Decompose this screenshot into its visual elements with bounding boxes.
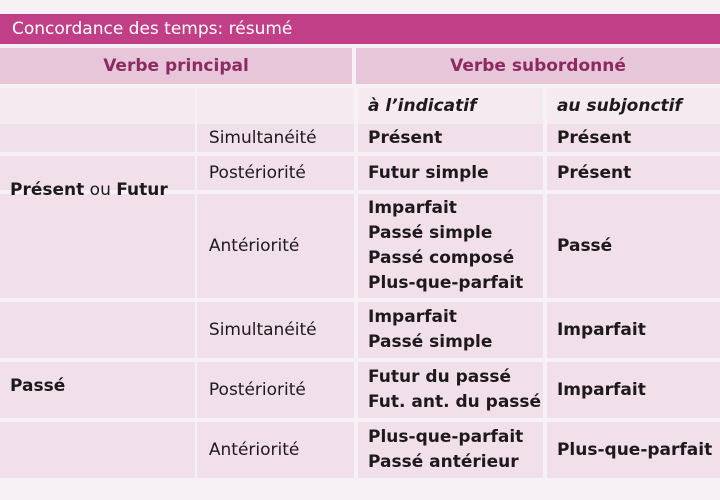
table-row <box>0 194 720 298</box>
relation-cell <box>197 194 354 298</box>
indicatif-tense: Passé simple <box>368 223 493 243</box>
relation-label: Antériorité <box>208 439 300 460</box>
subheader-row <box>0 88 720 124</box>
indicatif-tense: Présent <box>368 127 443 148</box>
relation-label: Simultanéité <box>208 127 317 148</box>
indicatif-tense: Fut. ant. du passé <box>368 392 542 412</box>
relation-cell <box>197 302 354 358</box>
group-cell <box>0 124 195 152</box>
indicatif-tense: Plus-que-parfait <box>368 273 524 293</box>
subjonctif-cell <box>547 194 720 298</box>
subjonctif-tense: Plus-que-parfait <box>556 439 713 460</box>
header-verbe-principal: Verbe principal <box>0 48 352 84</box>
subheader-blank-1 <box>0 88 195 124</box>
indicatif-tense: Imparfait <box>368 198 457 218</box>
subjonctif-tense: Présent <box>556 127 632 148</box>
indicatif-tense: Passé antérieur <box>368 452 519 472</box>
header-verbe-subordonne: Verbe subordonné <box>356 48 720 84</box>
indicatif-tense: Passé simple <box>368 332 493 352</box>
group-label-passe: Passé <box>10 376 66 396</box>
table-row <box>0 124 720 152</box>
indicatif-cell <box>358 124 543 152</box>
group-label-present-futur <box>0 176 196 204</box>
group-label-futur: Futur <box>116 180 168 200</box>
table-title: Concordance des temps: résumé <box>0 14 720 44</box>
indicatif-tense: Imparfait <box>368 307 457 327</box>
relation-label: Postériorité <box>208 379 306 400</box>
subjonctif-cell <box>547 362 720 418</box>
relation-label: Antériorité <box>208 235 300 256</box>
subheader-blank-2 <box>197 88 354 124</box>
group-cell <box>0 302 195 358</box>
group-cell <box>0 194 195 298</box>
subjonctif-tense: Imparfait <box>556 319 646 340</box>
indicatif-tense: Futur simple <box>368 162 489 183</box>
relation-label: Simultanéité <box>208 319 317 340</box>
table-row <box>0 302 720 358</box>
subheader-indicatif: à l’indicatif <box>358 88 543 124</box>
group-label-present: Présent <box>10 180 85 200</box>
relation-cell <box>197 362 354 418</box>
indicatif-tense: Passé composé <box>368 248 515 268</box>
subjonctif-tense: Présent <box>556 162 632 183</box>
subjonctif-tense: Passé <box>556 235 613 256</box>
indicatif-tense: Futur du passé <box>368 367 512 387</box>
subjonctif-cell <box>547 124 720 152</box>
indicatif-cell <box>358 302 543 358</box>
indicatif-cell <box>358 194 543 298</box>
indicatif-tense: Plus-que-parfait <box>368 427 524 447</box>
relation-cell <box>197 156 354 190</box>
relation-cell <box>197 124 354 152</box>
subjonctif-cell <box>547 302 720 358</box>
subjonctif-tense: Imparfait <box>556 379 646 400</box>
subjonctif-cell <box>547 156 720 190</box>
indicatif-cell <box>358 156 543 190</box>
table-row <box>0 422 720 478</box>
relation-cell <box>197 422 354 478</box>
indicatif-cell <box>358 422 543 478</box>
subheader-subjonctif: au subjonctif <box>547 88 720 124</box>
group-label-join: ou <box>89 180 111 200</box>
indicatif-cell <box>358 362 543 418</box>
relation-label: Postériorité <box>208 162 306 183</box>
group-cell <box>0 422 195 478</box>
subjonctif-cell <box>547 422 720 478</box>
